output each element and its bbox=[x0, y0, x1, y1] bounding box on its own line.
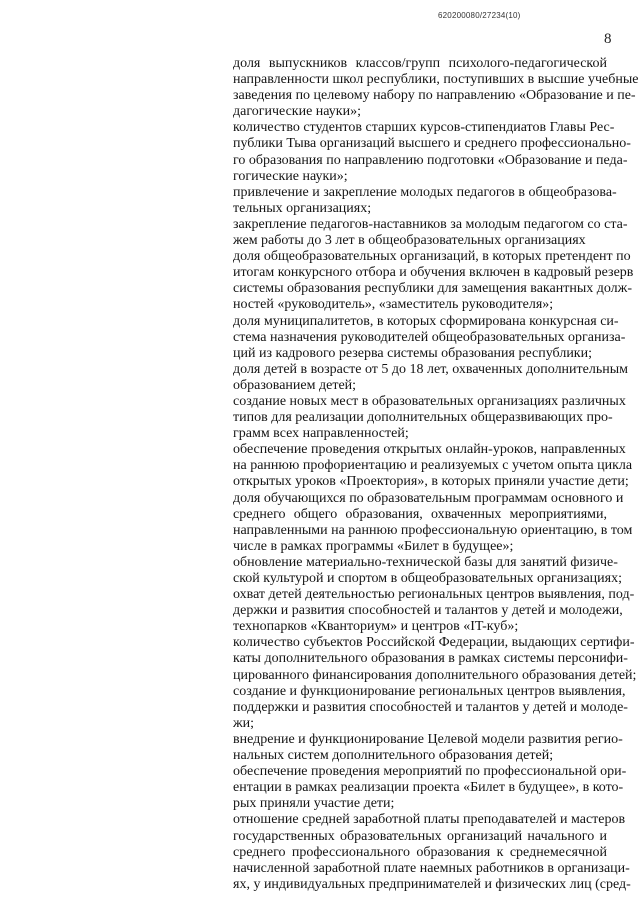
text-line: доля общеобразовательных организаций, в которых претендент по bbox=[233, 249, 631, 265]
text-line: нальных систем дополнительного образования детей; bbox=[233, 748, 554, 764]
text-line: ской культурой и спортом в общеобразовательных организациях; bbox=[233, 571, 622, 586]
text-line: системы образования республики для замещения вакантных долж- bbox=[233, 281, 632, 297]
page-number: 8 bbox=[604, 31, 612, 47]
text-line: типов для реализации дополнительных общеразвивающих про- bbox=[233, 410, 613, 426]
text-line: доля детей в возрасте от 5 до 18 лет, охваченных дополнительным bbox=[233, 361, 629, 377]
text-line: создание новых мест в образовательных организациях различных bbox=[233, 393, 626, 409]
text-line: ностей «руководитель», «заместитель руководителя»; bbox=[233, 297, 554, 313]
text-line: жем работы до 3 лет в общеобразовательных организациях bbox=[233, 233, 586, 249]
text-line: го образования по направлению подготовки «Образование и педа- bbox=[233, 152, 628, 168]
text-line: стема назначения руководителей общеобразовательных организа- bbox=[233, 329, 626, 345]
text-line: держки и развития способностей и талантов у детей и молодежи, bbox=[233, 603, 623, 619]
text-line: заведения по целевому набору по направлению «Образование и пе- bbox=[233, 88, 636, 104]
text-line: обновление материально-технической базы для занятий физиче- bbox=[233, 554, 618, 570]
text-line: внедрение и функционирование Целевой модели развития регио- bbox=[233, 731, 623, 747]
text-line: закрепление педагогов-наставников за молодым педагогом со ста- bbox=[233, 216, 628, 232]
text-line: создание и функционирование региональных центров выявления, bbox=[233, 683, 626, 699]
text-line: цированного финансирования дополнительного образования детей; bbox=[233, 667, 637, 683]
text-line: обеспечение проведения мероприятий по профессиональной ори- bbox=[233, 764, 627, 780]
text-line: направленными на раннюю профессиональную ориентацию, в том bbox=[233, 522, 633, 538]
text-line: ях, у индивидуальных предпринимателей и физических лиц (сред- bbox=[233, 876, 631, 892]
text-line: тельных организациях; bbox=[233, 200, 372, 216]
text-line: доля обучающихся по образовательным программам основного и bbox=[233, 490, 624, 506]
text-line: ентации в рамках реализации проекта «Билет в будущее», в кото- bbox=[233, 780, 624, 796]
text-line: технопарков «Кванториум» и центров «IT-куб»; bbox=[233, 619, 519, 635]
text-line: количество студентов старших курсов-стипендиатов Главы Рес- bbox=[233, 120, 615, 136]
text-line: итогам конкурсного отбора и обучения включен в кадровый резерв bbox=[233, 265, 634, 281]
text-line: поддержки и развития способностей и талантов у детей и молоде- bbox=[233, 699, 628, 715]
text-line: государственных образовательных организаций начального и bbox=[233, 828, 607, 844]
text-line: направленности школ республики, поступивших в высшие учебные bbox=[233, 72, 639, 88]
document-body bbox=[233, 56, 639, 893]
text-line: доля выпускников классов/групп психолого-педагогической bbox=[233, 56, 607, 71]
document-id: 620200080/27234(10) bbox=[438, 11, 521, 20]
text-line: гогические науки»; bbox=[233, 168, 348, 184]
text-line: на раннюю профориентацию и реализуемых с учетом опыта цикла bbox=[233, 458, 633, 474]
text-line: доля муниципалитетов, в которых сформирована конкурсная си- bbox=[233, 313, 619, 329]
text-line: рых приняли участие дети; bbox=[233, 796, 395, 812]
text-line: количество субъектов Российской Федерации, выдающих сертифи- bbox=[233, 635, 635, 651]
text-line: грамм всех направленностей; bbox=[233, 426, 409, 442]
text-line: открытых уроков «Проектория», в которых приняли участие дети; bbox=[233, 474, 629, 490]
text-line: привлечение и закрепление молодых педагогов в общеобразова- bbox=[233, 184, 617, 200]
text-line: каты дополнительного образования в рамках системы персонифи- bbox=[233, 651, 628, 667]
text-line: числе в рамках программы «Билет в будущее»; bbox=[233, 538, 514, 554]
text-line: среднего профессионального образования к среднемесячной bbox=[233, 844, 607, 860]
text-line: ций из кадрового резерва системы образования республики; bbox=[233, 345, 592, 361]
text-line: дагогические науки»; bbox=[233, 104, 361, 120]
text-line: образованием детей; bbox=[233, 377, 357, 393]
text-line: охват детей деятельностью региональных центров выявления, под- bbox=[233, 587, 635, 603]
text-line: начисленной заработной плате наемных работников в организаци- bbox=[233, 860, 630, 876]
text-line: среднего общего образования, охваченных мероприятиями, bbox=[233, 506, 607, 522]
text-line: жи; bbox=[233, 715, 255, 731]
text-line: обеспечение проведения открытых онлайн-уроков, направленных bbox=[233, 442, 626, 458]
text-line: публики Тыва организаций высшего и среднего профессионально- bbox=[233, 136, 631, 152]
text-line: отношение средней заработной платы преподавателей и мастеров bbox=[233, 812, 626, 828]
